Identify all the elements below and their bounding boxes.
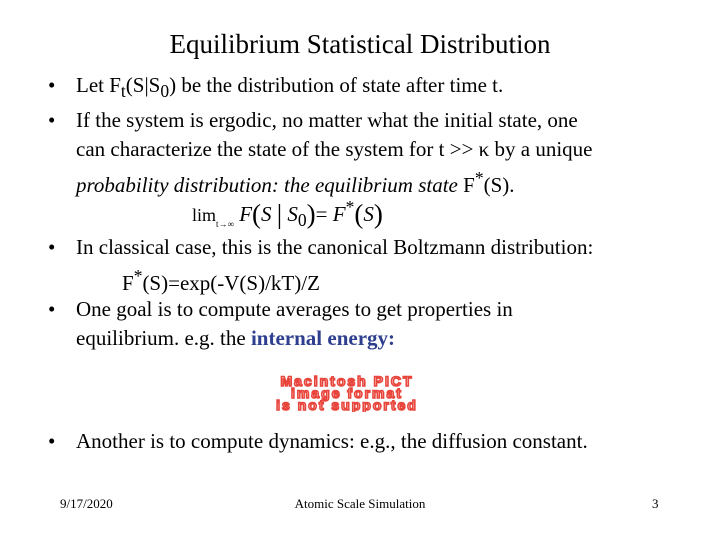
footer-date: 9/17/2020 — [60, 496, 113, 511]
bullet-text: Let $F_t(S|S_0)$ be the distribution of state after time t. — [76, 73, 504, 102]
pict-line-3: is not supported — [276, 397, 418, 412]
bullet-ergodic — [48, 106, 688, 200]
footer-page-number: 3 — [652, 496, 659, 511]
internal-energy-highlight: internal energy: — [250, 326, 396, 350]
bullet-marker: • — [48, 108, 56, 132]
pict-line-1: Macintosh PICT — [280, 374, 414, 389]
bullet-marker: • — [48, 429, 56, 453]
bullet-marker: • — [48, 73, 56, 97]
pict-line-2: image format — [291, 385, 403, 401]
bullet-distribution — [48, 71, 688, 106]
limit-formula: $\lim_{t\to\infty} F(S$ | $S_0)= F^*(S)$ — [192, 197, 383, 231]
slide-title: Equilibrium Statistical Distribution — [169, 29, 551, 59]
bullet-boltzmann — [48, 233, 688, 298]
bullet-text: Another is to compute dynamics: e.g., the diffusion constant. — [76, 429, 588, 453]
footer-title: Atomic Scale Simulation — [294, 496, 426, 511]
bullet-marker: • — [48, 235, 56, 259]
bullet-marker: • — [48, 297, 56, 321]
bullet-text: If the system is ergodic, no matter what the initial state, one can characterize the state of the system for t >> κ by a unique probability distribution: the equilibrium state F*(S). — [76, 108, 593, 197]
bullet-text: One goal is to compute averages to get properties in equilibrium. e.g. the internal energy: — [76, 297, 513, 350]
bullet-text: In classical case, this is the canonical Boltzmann distribution: F*(S)=exp(-V(S)/kT)/Z — [76, 235, 594, 295]
bullet-averages — [48, 295, 688, 353]
unsupported-image-placeholder — [175, 374, 520, 412]
bullet-dynamics — [48, 427, 688, 456]
